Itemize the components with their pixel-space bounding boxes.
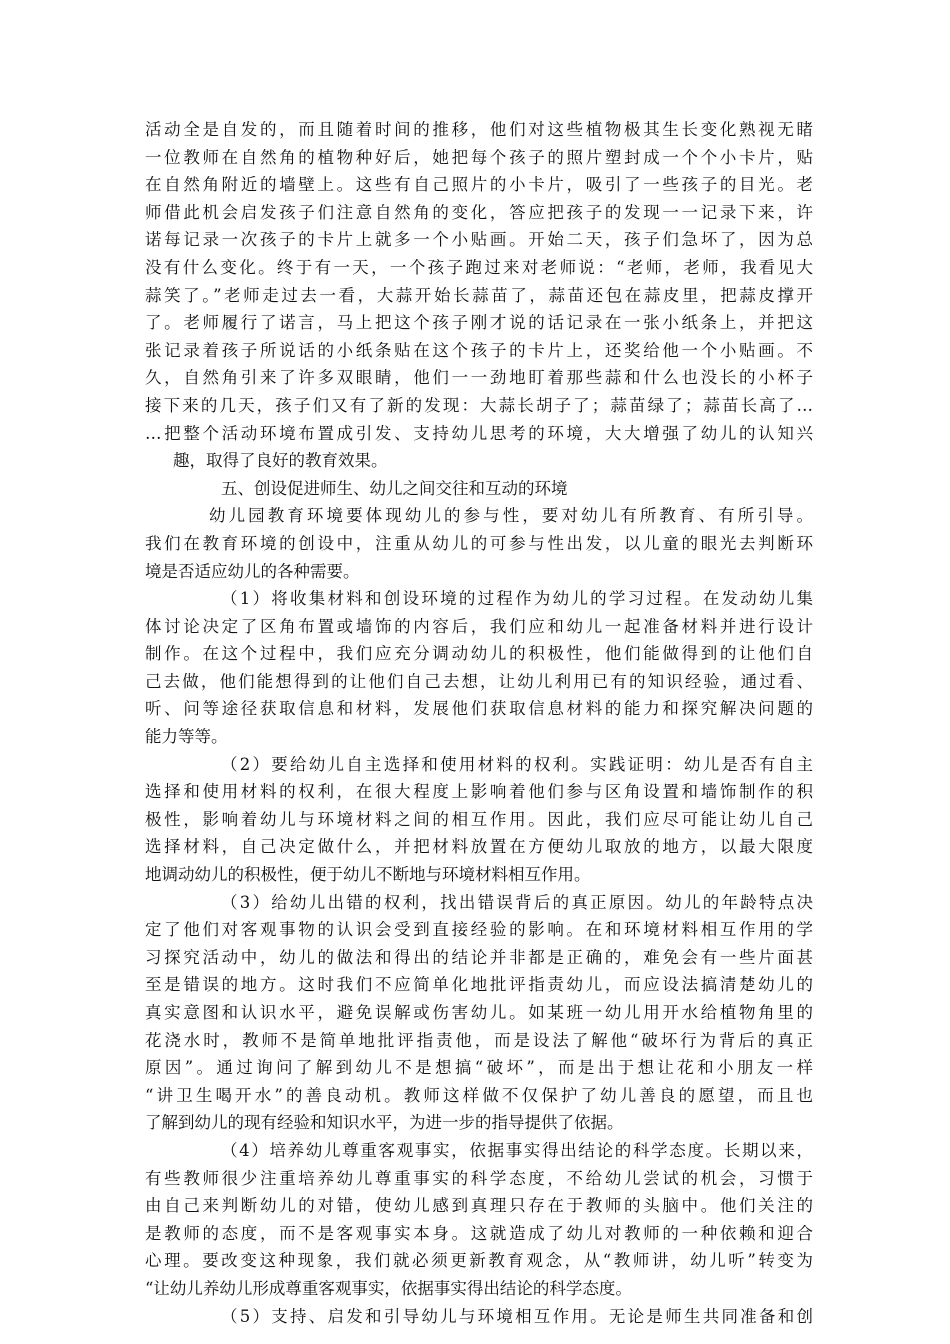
text-line: 久，自然角引来了许多双眼睛，他们一一劲地盯着那些蒜和什么也没长的小杯子: [145, 368, 813, 388]
text-line: “让幼儿养幼儿形成尊重客观事实，依据事实得出结论的科学态度。: [145, 1278, 632, 1298]
text-line: 心理。要改变这种现象，我们就必须更新教育观念，从“教师讲，幼儿听”转变为: [145, 1251, 813, 1271]
text-line: （5）支持、启发和引导幼儿与环境相互作用。无论是师生共同准备和创: [221, 1306, 813, 1326]
text-line: “讲卫生喝开水”的善良动机。教师这样做不仅保护了幼儿善良的愿望，而且也: [145, 1085, 813, 1105]
text-line: 张记录着孩子所说话的小纸条贴在这个孩子的卡片上，还奖给他一个小贴画。不: [145, 340, 813, 360]
text-line: 境是否适应幼儿的各种需要。: [145, 561, 360, 581]
text-line: 在自然角附近的墙壁上。这些有自己照片的小卡片，吸引了一些孩子的目光。老: [145, 175, 813, 195]
text-line: …把整个活动环境布置成引发、支持幼儿思考的环境，大大增强了幼儿的认知兴: [145, 423, 813, 443]
text-line: 选择材料，自己决定做什么，并把材料放置在方便幼儿取放的地方，以最大限度: [145, 837, 813, 857]
text-line: 定了他们对客观事物的认识会受到直接经验的影响。在和环境材料相互作用的学: [145, 920, 813, 940]
text-line: 我们在教育环境的创设中，注重从幼儿的可参与性出发，以儿童的眼光去判断环: [145, 533, 813, 553]
text-line: 极性，影响着幼儿与环境材料之间的相互作用。因此，我们应尽可能让幼儿自己: [145, 809, 813, 829]
text-line: 至是错误的地方。这时我们不应简单化地批评指责幼儿，而应设法搞清楚幼儿的: [145, 975, 813, 995]
text-line: 听、问等途径获取信息和材料，发展他们获取信息材料的能力和探究解决问题的: [145, 699, 813, 719]
text-line: 己去做，他们能想得到的让他们自己去想，让幼儿利用已有的知识经验，通过看、: [145, 671, 813, 691]
text-line: 习探究活动中，幼儿的做法和得出的结论并非都是正确的，难免会有一些片面甚: [145, 947, 813, 967]
text-line: 师借此机会启发孩子们注意自然角的变化，答应把孩子的发现一一记录下来，许: [145, 202, 813, 222]
text-line: （3）给幼儿出错的权利，找出错误背后的真正原因。幼儿的年龄特点决: [221, 892, 813, 912]
text-line: 一位教师在自然角的植物种好后，她把每个孩子的照片塑封成一个个小卡片，贴: [145, 147, 813, 167]
text-line: 能力等等。: [145, 727, 228, 747]
text-line: 诺每记录一次孩子的卡片上就多一个小贴画。开始二天，孩子们急坏了，因为总: [145, 230, 813, 250]
text-line: 制作。在这个过程中，我们应充分调动幼儿的积极性，他们能做得到的让他们自: [145, 644, 813, 664]
text-line: 没有什么变化。终于有一天，一个孩子跑过来对老师说：“老师，老师，我看见大: [145, 257, 813, 277]
text-line: 了解到幼儿的现有经验和知识水平，为进一步的指导提供了依据。: [145, 1113, 624, 1133]
document-body: [145, 116, 813, 1330]
text-line: 趣，取得了良好的教育效果。: [173, 451, 388, 471]
text-line: 花浇水时，教师不是简单地批评指责他，而是设法了解他“破坏行为背后的真正: [145, 1030, 813, 1050]
text-line: 原因”。通过询问了解到幼儿不是想搞“破坏”，而是出于想让花和小朋友一样: [145, 1058, 813, 1078]
text-line: （1）将收集材料和创设环境的过程作为幼儿的学习过程。在发动幼儿集: [221, 589, 813, 609]
text-line: 蒜笑了。”老师走过去一看，大蒜开始长蒜苗了，蒜苗还包在蒜皮里，把蒜皮撑开: [145, 285, 813, 305]
text-line: 地调动幼儿的积极性，便于幼儿不断地与环境材料相互作用。: [145, 865, 591, 885]
text-line: 真实意图和认识水平，避免误解或伤害幼儿。如某班一幼儿用开水给植物角里的: [145, 1003, 813, 1022]
text-line: 体讨论决定了区角布置或墙饰的内容后，我们应和幼儿一起准备材料并进行设计: [145, 616, 813, 636]
text-line: 了。老师履行了诺言，马上把这个孩子刚才说的话记录在一张小纸条上，并把这: [145, 313, 813, 333]
text-line: 幼儿园教育环境要体现幼儿的参与性，要对幼儿有所教育、有所引导。: [209, 506, 813, 526]
text-line: 选择和使用材料的权利，在很大程度上影响着他们参与区角设置和墙饰制作的积: [145, 782, 813, 802]
text-line: （4）培养幼儿尊重客观事实，依据事实得出结论的科学态度。长期以来，: [221, 1140, 813, 1160]
text-line: 是教师的态度，而不是客观事实本身。这就造成了幼儿对教师的一种依赖和迎合: [145, 1223, 813, 1243]
text-line: 有些教师很少注重培养幼儿尊重事实的科学态度，不给幼儿尝试的机会，习惯于: [145, 1168, 813, 1188]
text-line: 由自己来判断幼儿的对错，使幼儿感到真理只存在于教师的头脑中。他们关注的: [145, 1196, 813, 1216]
text-line: 活动全是自发的，而且随着时间的推移，他们对这些植物极其生长变化熟视无睹: [145, 120, 813, 139]
text-line: 接下来的几天，孩子们又有了新的发现：大蒜长胡子了；蒜苗绿了；蒜苗长高了…: [145, 395, 813, 415]
text-line: 五、创设促进师生、幼儿之间交往和互动的环境: [221, 478, 568, 498]
text-line: （2）要给幼儿自主选择和使用材料的权利。实践证明：幼儿是否有自主: [221, 754, 813, 774]
